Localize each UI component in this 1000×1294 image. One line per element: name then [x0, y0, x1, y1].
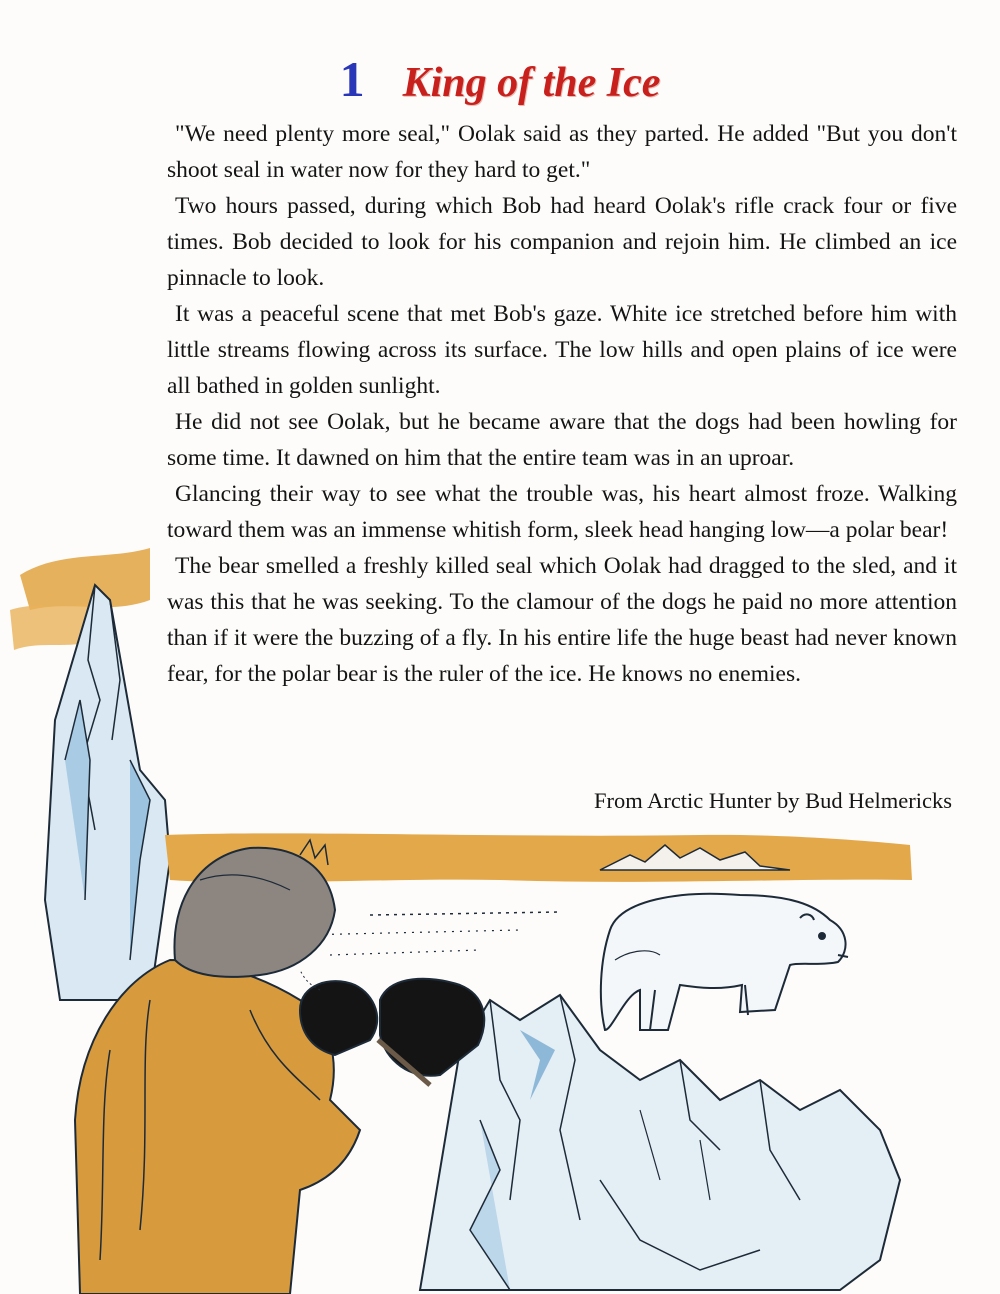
chapter-title: King of the Ice: [402, 60, 661, 106]
sky-wash-left: [20, 548, 150, 610]
story-text: [167, 116, 957, 692]
source-attribution: From Arctic Hunter by Bud Helmericks: [593, 788, 952, 813]
chapter-number: 1: [339, 51, 365, 107]
ice-pinnacle-left: [45, 585, 170, 1000]
story-paragraph: Two hours passed, during which Bob had heard Oolak's rifle crack four or five times. Bob decided to look for his companion and rejoin him. He climbed an ice pinnacle to look.: [167, 193, 957, 291]
polar-bear: [601, 894, 848, 1030]
story-paragraph: "We need plenty more seal," Oolak said as they parted. He added "But you don't shoot seal in water now for they hard to get.": [167, 121, 957, 183]
story-paragraph: Glancing their way to see what the trouble was, his heart almost froze. Walking toward them was an immense whitish form, sleek head hanging low—a polar bear!: [167, 481, 957, 543]
story-paragraph: It was a peaceful scene that met Bob's gaze. White ice stretched before him with little streams flowing across its surface. The low hills and open plains of ice were all bathed in golden sunlight.: [167, 301, 957, 399]
story-paragraph: He did not see Oolak, but he became aware that the dogs had been howling for some time. It dawned on him that the entire team was in an uproar.: [167, 409, 957, 471]
story-paragraph: The bear smelled a freshly killed seal which Oolak had dragged to the sled, and it was this that he was seeking. To the clamour of the dogs he paid no more attention than if it were the buzzing of a fly. In his entire life the huge beast had never known fear, for the polar bear is the ruler of the ice. He knows no enemies.: [167, 553, 957, 687]
chapter-heading: [0, 50, 1000, 108]
